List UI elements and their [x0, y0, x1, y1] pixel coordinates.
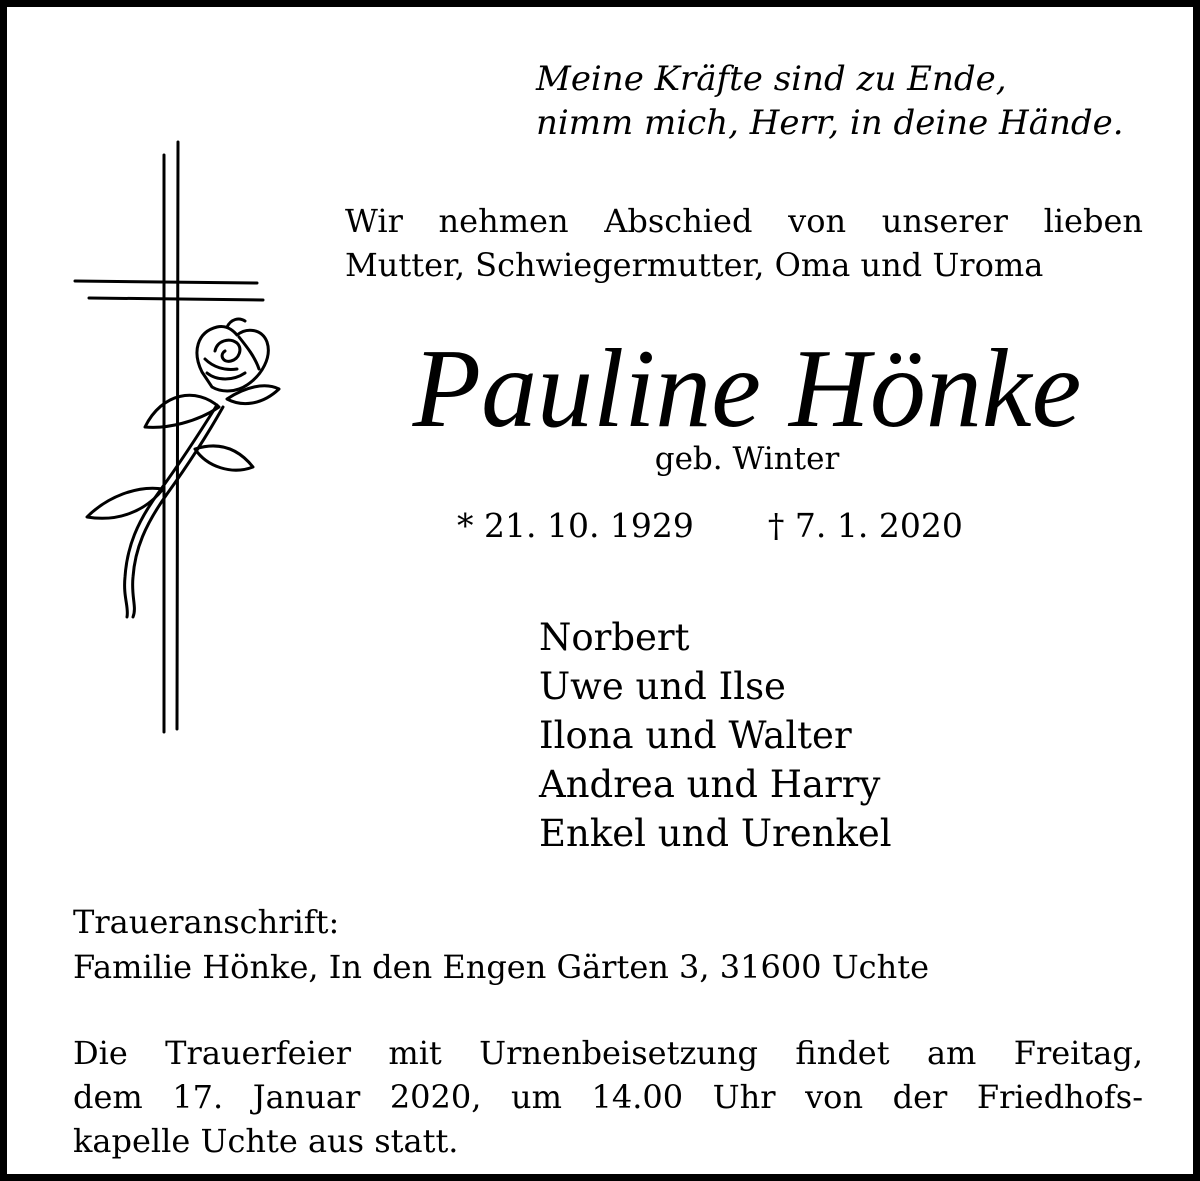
survivor-item: Enkel und Urenkel [539, 812, 892, 855]
service-line-1: Die Trauerfeier mit Urnenbeisetzung findet am Freitag, [73, 1034, 1143, 1072]
service-info [73, 1031, 1143, 1163]
address-label: Traueranschrift: [73, 903, 340, 941]
survivor-item: Ilona und Walter [539, 714, 852, 757]
motto-line-2: nimm mich, Herr, in deine Hände. [536, 103, 1124, 143]
cross-with-rose-icon [67, 137, 287, 757]
service-line-2: dem 17. Januar 2020, um 14.00 Uhr von der Friedhofs- [73, 1078, 1143, 1116]
deceased-name: Pauline Hönke [412, 327, 1082, 451]
maiden-name: geb. Winter [654, 441, 840, 477]
death-date: † 7. 1. 2020 [767, 506, 963, 545]
survivors-list [539, 613, 892, 858]
motto-line-1: Meine Kräfte sind zu Ende, [536, 59, 1007, 99]
intro-line-2: Mutter, Schwiegermutter, Oma und Uroma [345, 246, 1044, 284]
life-dates [457, 504, 963, 548]
survivor-item: Norbert [539, 616, 690, 659]
intro-line-1: Wir nehmen Abschied von unserer lieben [345, 202, 1143, 240]
birth-date: * 21. 10. 1929 [457, 506, 694, 545]
survivor-item: Andrea und Harry [539, 763, 881, 806]
survivor-item: Uwe und Ilse [539, 665, 786, 708]
service-line-3: kapelle Uchte aus statt. [73, 1122, 459, 1160]
address-line: Familie Hönke, In den Engen Gärten 3, 31600 Uchte [73, 948, 929, 986]
